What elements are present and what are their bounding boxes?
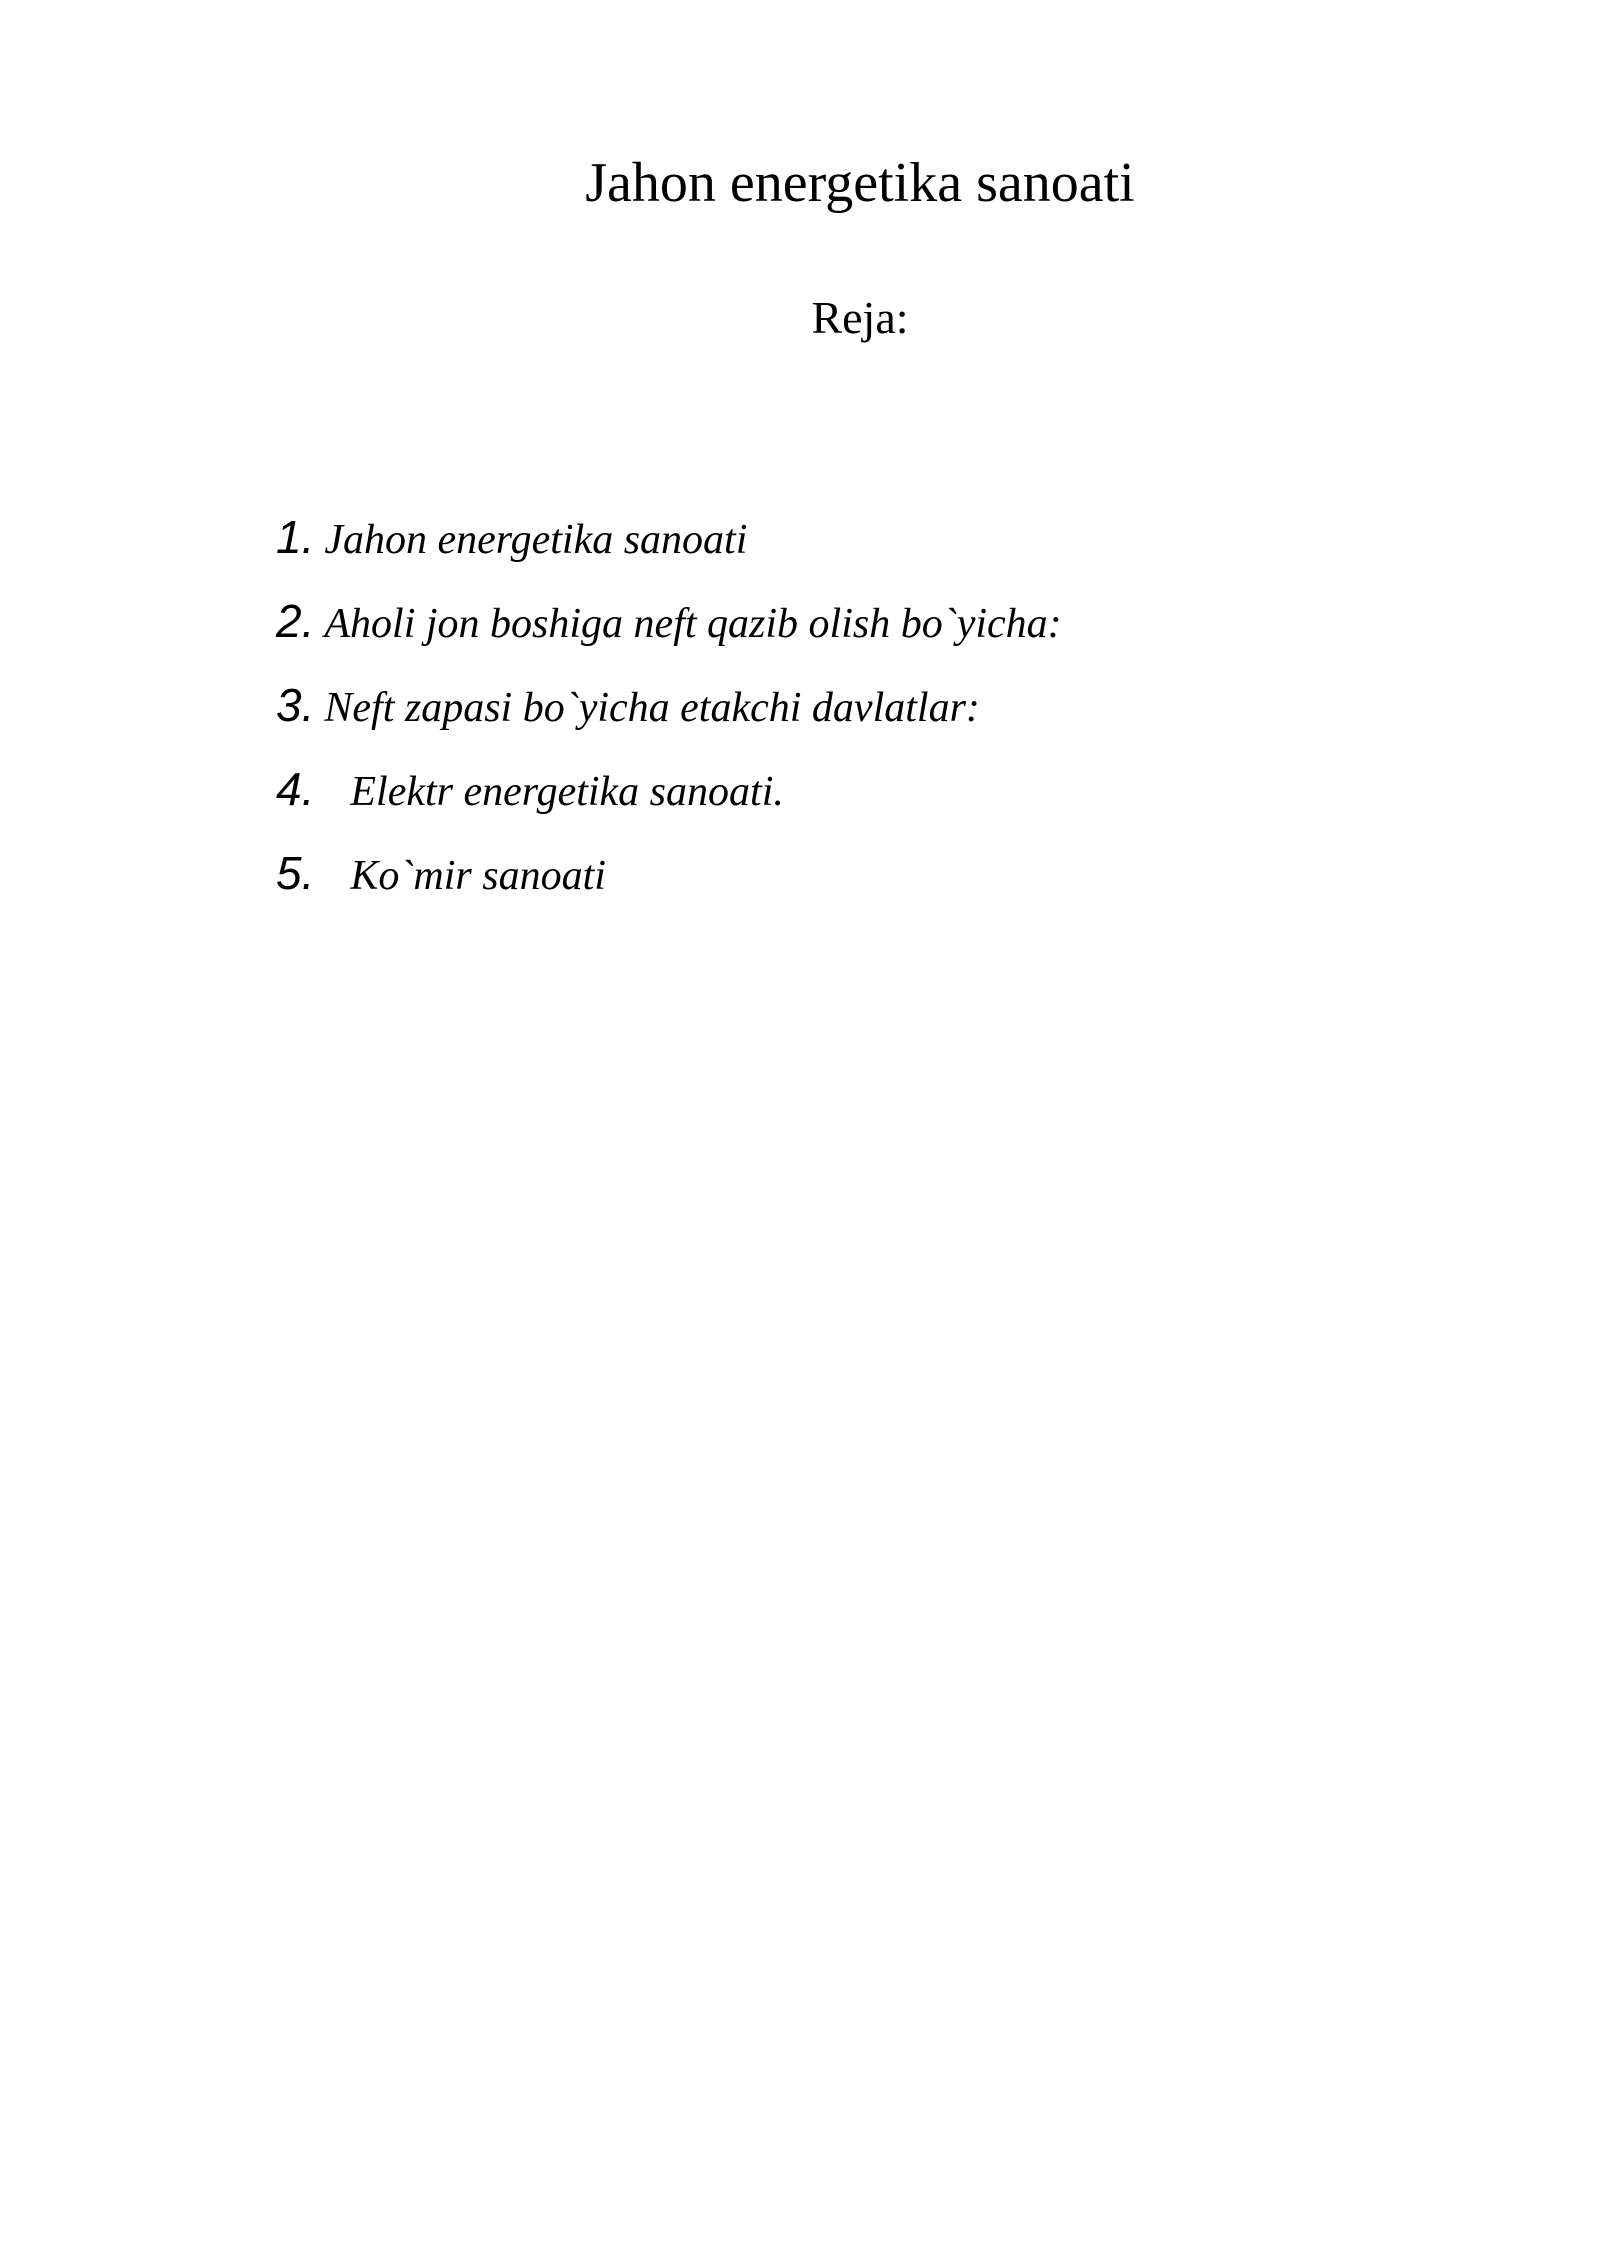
plan-item-text: Jahon energetika sanoati	[324, 517, 748, 563]
plan-item-text: Elektr energetika sanoati.	[350, 769, 784, 815]
plan-heading: Reja:	[811, 292, 909, 343]
plan-item-5	[276, 846, 1062, 930]
plan-item-1	[276, 510, 1062, 594]
document-title: Jahon energetika sanoati	[585, 152, 1135, 214]
plan-item-text: Neft zapasi bo`yicha etakchi davlatlar:	[324, 685, 980, 731]
plan-item-3	[276, 678, 1062, 762]
plan-item-text: Ko`mir sanoati	[350, 853, 606, 899]
plan-item-text: Aholi jon boshiga neft qazib olish bo`yicha:	[324, 601, 1062, 647]
plan-item-number: 2.	[276, 595, 315, 647]
plan-item-number: 1.	[276, 511, 315, 563]
plan-item-2	[276, 594, 1062, 678]
plan-item-number: 4.	[276, 763, 315, 815]
plan-item-number: 3.	[276, 679, 315, 731]
plan-list	[276, 510, 1062, 930]
plan-item-number: 5.	[276, 847, 315, 899]
plan-item-4	[276, 762, 1062, 846]
